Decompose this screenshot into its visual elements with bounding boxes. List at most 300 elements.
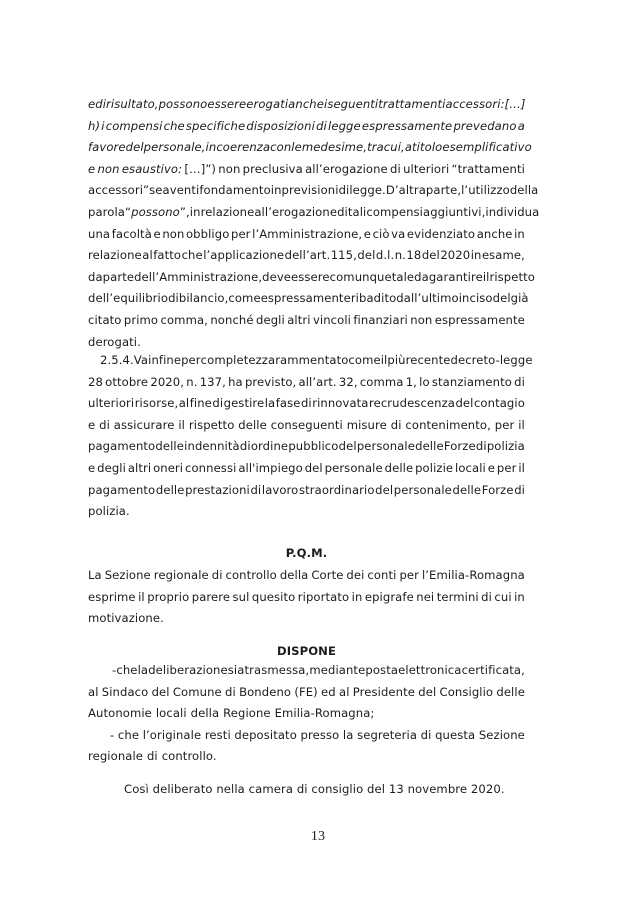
word: il [138,589,145,604]
word: 18 [406,248,422,263]
word: per [230,226,251,241]
word: una [88,226,111,241]
word: - [112,663,117,677]
word: la [264,396,276,411]
word: delle [155,482,185,497]
text-line [88,436,525,458]
word: e [153,226,161,241]
word: da [88,269,103,284]
word: Autonomie [88,706,152,721]
word: legge [328,118,361,133]
word: di [338,183,350,198]
word: la [137,663,149,677]
word: (FE) [294,684,318,699]
text-line [88,393,525,415]
word: polizia. [88,504,130,519]
word: risultato, [106,97,159,111]
word: parola [88,204,125,219]
word: tra [367,140,384,155]
word: i [323,97,328,111]
word: regionale [153,568,209,582]
word: ulteriori [403,161,450,176]
word: h) [88,118,101,133]
word: che [181,248,203,263]
word: in [205,140,217,155]
word: di [239,439,251,454]
word: derogati. [88,334,141,349]
word: resti [204,727,231,742]
word: del [357,248,376,263]
word: in [189,204,201,219]
word: all'impiego [238,460,303,475]
word: obbligo [185,226,230,241]
word: recrudescenza [368,396,455,411]
word: per [181,353,201,367]
word: ulteriori [88,396,135,411]
word: di [225,684,236,699]
word: connessi [185,460,237,475]
word: il [178,417,185,432]
word: del [151,684,170,699]
text-line [88,224,525,246]
word: relazione [88,248,142,263]
word: di [337,204,348,219]
word: del [338,439,357,454]
word: se [149,183,163,198]
word: altri [287,312,311,327]
word: i [101,118,105,133]
word: ottobre [105,374,149,389]
text-line [88,202,540,224]
word: fase [275,396,301,411]
word: prevedano [453,118,517,133]
word: e [88,161,96,176]
word: anche [476,226,513,241]
text-line [88,565,525,587]
word: del [125,140,144,155]
word: infine [148,353,182,367]
signoff-line: Così deliberato nella camera di consiglio del 13 novembre 2020. [124,782,505,796]
word: delle [238,417,267,432]
word: Forze [481,482,514,497]
word: essere [291,269,330,284]
text-line [88,458,525,480]
word: personale [324,460,383,475]
word: in [351,589,363,604]
pqm-heading: P.Q.M. [285,546,328,560]
word: nei [416,589,435,604]
word: rispetto [489,269,535,284]
word: personale [356,439,415,454]
word: dei [346,568,365,582]
word: polizie [415,460,454,475]
word: espressamente [434,312,525,327]
word: Forze [443,439,476,454]
word: espressamente [260,291,351,306]
text-line [88,94,525,116]
word: proprio [147,589,190,604]
word: erogati [246,97,289,111]
text-line [88,608,525,630]
word: titolo [412,140,443,155]
word: - [110,727,115,742]
word: controllo. [161,749,217,764]
word: inciso [458,291,493,306]
word: seguenti [327,97,379,111]
word: degli [97,460,126,475]
word: al [142,248,153,263]
word: Emilia-Romagna; [274,706,375,721]
word: fondamento [199,183,271,198]
text-line [88,682,525,704]
word: riportato [297,589,350,604]
word: 28 [88,374,103,389]
word: e [88,417,96,432]
word: in [470,248,482,263]
word: indennità [184,439,240,454]
text-line [88,350,533,372]
word: delle [384,460,414,475]
signoff [88,779,525,801]
word: esemplificativo [442,140,532,155]
word: d.l. [375,248,395,263]
word: favore [88,140,126,155]
word: Sezione [104,568,151,582]
word: pubblico [288,439,339,454]
word: certificata, [461,663,525,677]
word: il [518,460,525,475]
dispone-body [88,660,525,768]
word: di [390,417,402,432]
word: vincoli [312,312,351,327]
word: al [88,684,99,699]
word: contenimento, [405,417,491,432]
word: in [514,226,525,241]
word: per [496,460,517,475]
word: che [117,727,140,742]
word: di [475,439,487,454]
word: del [304,460,323,475]
word: personale [393,482,452,497]
word: n. [394,248,406,263]
word: l’originale [142,727,202,742]
word: di [146,749,158,764]
word: più [387,353,406,367]
text-line [88,587,525,609]
word: […] [504,97,526,111]
word: all’erogazione [305,161,388,176]
word: 1, [405,374,417,389]
word: Comune [172,684,222,699]
word: con [270,140,292,155]
word: Regione [223,706,271,721]
word: medesime, [301,140,368,155]
word: a [517,118,525,133]
word: del [375,482,394,497]
word: non [410,312,433,327]
word: trattamenti [378,97,446,111]
word: del [421,248,440,263]
text-line [88,288,529,310]
word: contagio [473,396,525,411]
word: parte [102,269,135,284]
word: sia [227,663,245,677]
word: cui [494,589,512,604]
word: deve [262,269,292,284]
dispone-heading: DISPONE [277,644,336,658]
word: conti [367,568,397,582]
word: di [99,417,110,432]
word: esprime [88,589,136,604]
text-line [88,372,525,394]
text-line [88,116,525,138]
word: personale, [143,140,206,155]
word: sul [232,589,250,604]
word: accessori” [88,183,150,198]
word: l’applicazione [203,248,285,263]
word: nonché [210,312,254,327]
word: regionale [88,749,144,764]
word: polizia [486,439,525,454]
word: individua [485,204,540,219]
word: controllo [225,568,277,582]
word: accessori: [445,97,505,111]
word: le [291,140,302,155]
word: il [518,417,525,432]
word: tale [391,269,415,284]
word: che [163,118,185,133]
word: La [88,568,102,582]
word: l’Emilia-Romagna [421,568,525,582]
text-line [88,245,525,267]
word: decreto-legge [450,353,533,367]
word: ordine [250,439,289,454]
word: recente [405,353,451,367]
word: della [190,706,220,721]
pqm-body [88,565,525,630]
word: per [399,568,419,582]
word: completezza [200,353,276,367]
word: da [414,269,429,284]
word: evidenziato [406,226,476,241]
word: della [279,568,309,582]
word: oneri [153,460,184,475]
word: la [342,727,354,742]
word: disposizioni [246,118,315,133]
word: fine [189,396,212,411]
word: ribadito [350,291,397,306]
paragraph-2-5-4 [88,350,533,523]
word: ed [321,684,336,699]
word: esaustivo: [121,161,183,176]
text-line [88,501,525,523]
word: Presidente [352,684,415,699]
word: delle [415,439,444,454]
word: gestire [223,396,265,411]
word: del [455,396,474,411]
word: di [316,118,327,133]
word: quesito [251,589,296,604]
word: l’utilizzo [461,183,510,198]
word: facoltà [111,226,152,241]
word: Bondeno [239,684,292,699]
word: primo [123,312,159,327]
text-line [88,703,525,725]
word: del [418,684,437,699]
word: elettronica [398,663,462,677]
word: dell’equilibrio [88,291,169,306]
word: coerenza [216,140,271,155]
word: della [509,183,539,198]
word: tali [347,204,367,219]
word: che [116,663,138,677]
word: assicurare [113,417,175,432]
word: pagamento [88,482,156,497]
word: segreteria [357,727,418,742]
word: relazione [200,204,255,219]
word: “trattamenti [451,161,525,176]
text-line [88,310,525,332]
word: degli [256,312,285,327]
word: 32, [338,374,358,389]
word: di [300,396,312,411]
word: all’erogazione [254,204,338,219]
word: fatto [153,248,182,263]
word: di [481,589,492,604]
word: dell’art. [284,248,331,263]
word: motivazione. [88,611,164,626]
word: come [348,353,381,367]
word: “possono”, [125,204,190,219]
word: delle [452,482,482,497]
word: di [514,374,525,389]
word: 137, [199,374,226,389]
word: epigrafe [364,589,414,604]
word: previsioni [281,183,339,198]
word: Consiglio [439,684,494,699]
text-line [88,267,535,289]
text-line [88,480,525,502]
word: misure [346,417,387,432]
word: rispetto [188,417,235,432]
word: prestazioni [185,482,250,497]
text-line [88,180,539,202]
word: possono [158,97,208,111]
word: l’Amministrazione, [252,226,363,241]
word: aggiuntivi, [423,204,486,219]
word: compensi [105,118,163,133]
word: ciò [372,226,390,241]
word: comunque [329,269,392,284]
word: a [404,140,413,155]
word: 2020 [440,248,471,263]
word: di [420,727,432,742]
word: e [487,460,495,475]
word: trasmessa, [244,663,310,677]
word: in [514,589,525,604]
word: dall’ultimo [396,291,459,306]
word: il [482,269,490,284]
word: Sindaco [101,684,149,699]
word: delle [155,439,184,454]
text-line [88,159,525,181]
word: in [270,183,282,198]
word: per [494,417,515,432]
word: aventi [162,183,200,198]
word: Va [133,353,149,367]
word: compensi [366,204,424,219]
word: posta [365,663,399,677]
text-line [88,725,525,747]
word: 2.5.4. [100,353,134,367]
word: e [88,460,96,475]
text-line [88,746,525,768]
word: altri [127,460,152,475]
word: termini [436,589,479,604]
word: ha [228,374,243,389]
word: risorse, [134,396,179,411]
text-line [88,137,532,159]
word: presso [300,727,340,742]
word: essere [207,97,247,111]
word: preclusiva [242,161,303,176]
word: rinnovata [312,396,369,411]
word: Corte [311,568,344,582]
word: non [162,226,185,241]
word: depositato [234,727,297,742]
word: comma [359,374,404,389]
word: 2020, [150,374,185,389]
word: non [97,161,120,176]
word: al [178,396,190,411]
word: va [391,226,406,241]
word: specifiche [185,118,246,133]
word: conseguenti [270,417,343,432]
word: non [218,161,241,176]
word: di [212,396,224,411]
word: di [168,291,179,306]
word: pagamento [88,439,156,454]
word: previsto, [244,374,297,389]
word: già [510,291,529,306]
word: n. [186,374,198,389]
word: finanziari [353,312,408,327]
word: rammentato [275,353,349,367]
word: parere [191,589,231,604]
word: deliberazione [148,663,228,677]
word: stanziamento [431,374,512,389]
word: straordinario [299,482,375,497]
word: come [228,291,261,306]
word: bilancio, [178,291,229,306]
word: di [250,482,262,497]
word: locali [455,460,486,475]
word: all’art. [298,374,337,389]
word: di [514,482,525,497]
word: comma, [160,312,208,327]
word: parte, [425,183,462,198]
word: citato [88,312,122,327]
word: espressamente [361,118,453,133]
word: e [88,97,96,111]
word: […]”) [184,161,217,176]
word: di [211,568,223,582]
word: di [95,97,107,111]
text-line [88,415,525,437]
word: dell’Amministrazione, [134,269,263,284]
word: questa [435,727,476,742]
word: D’altra [385,183,426,198]
